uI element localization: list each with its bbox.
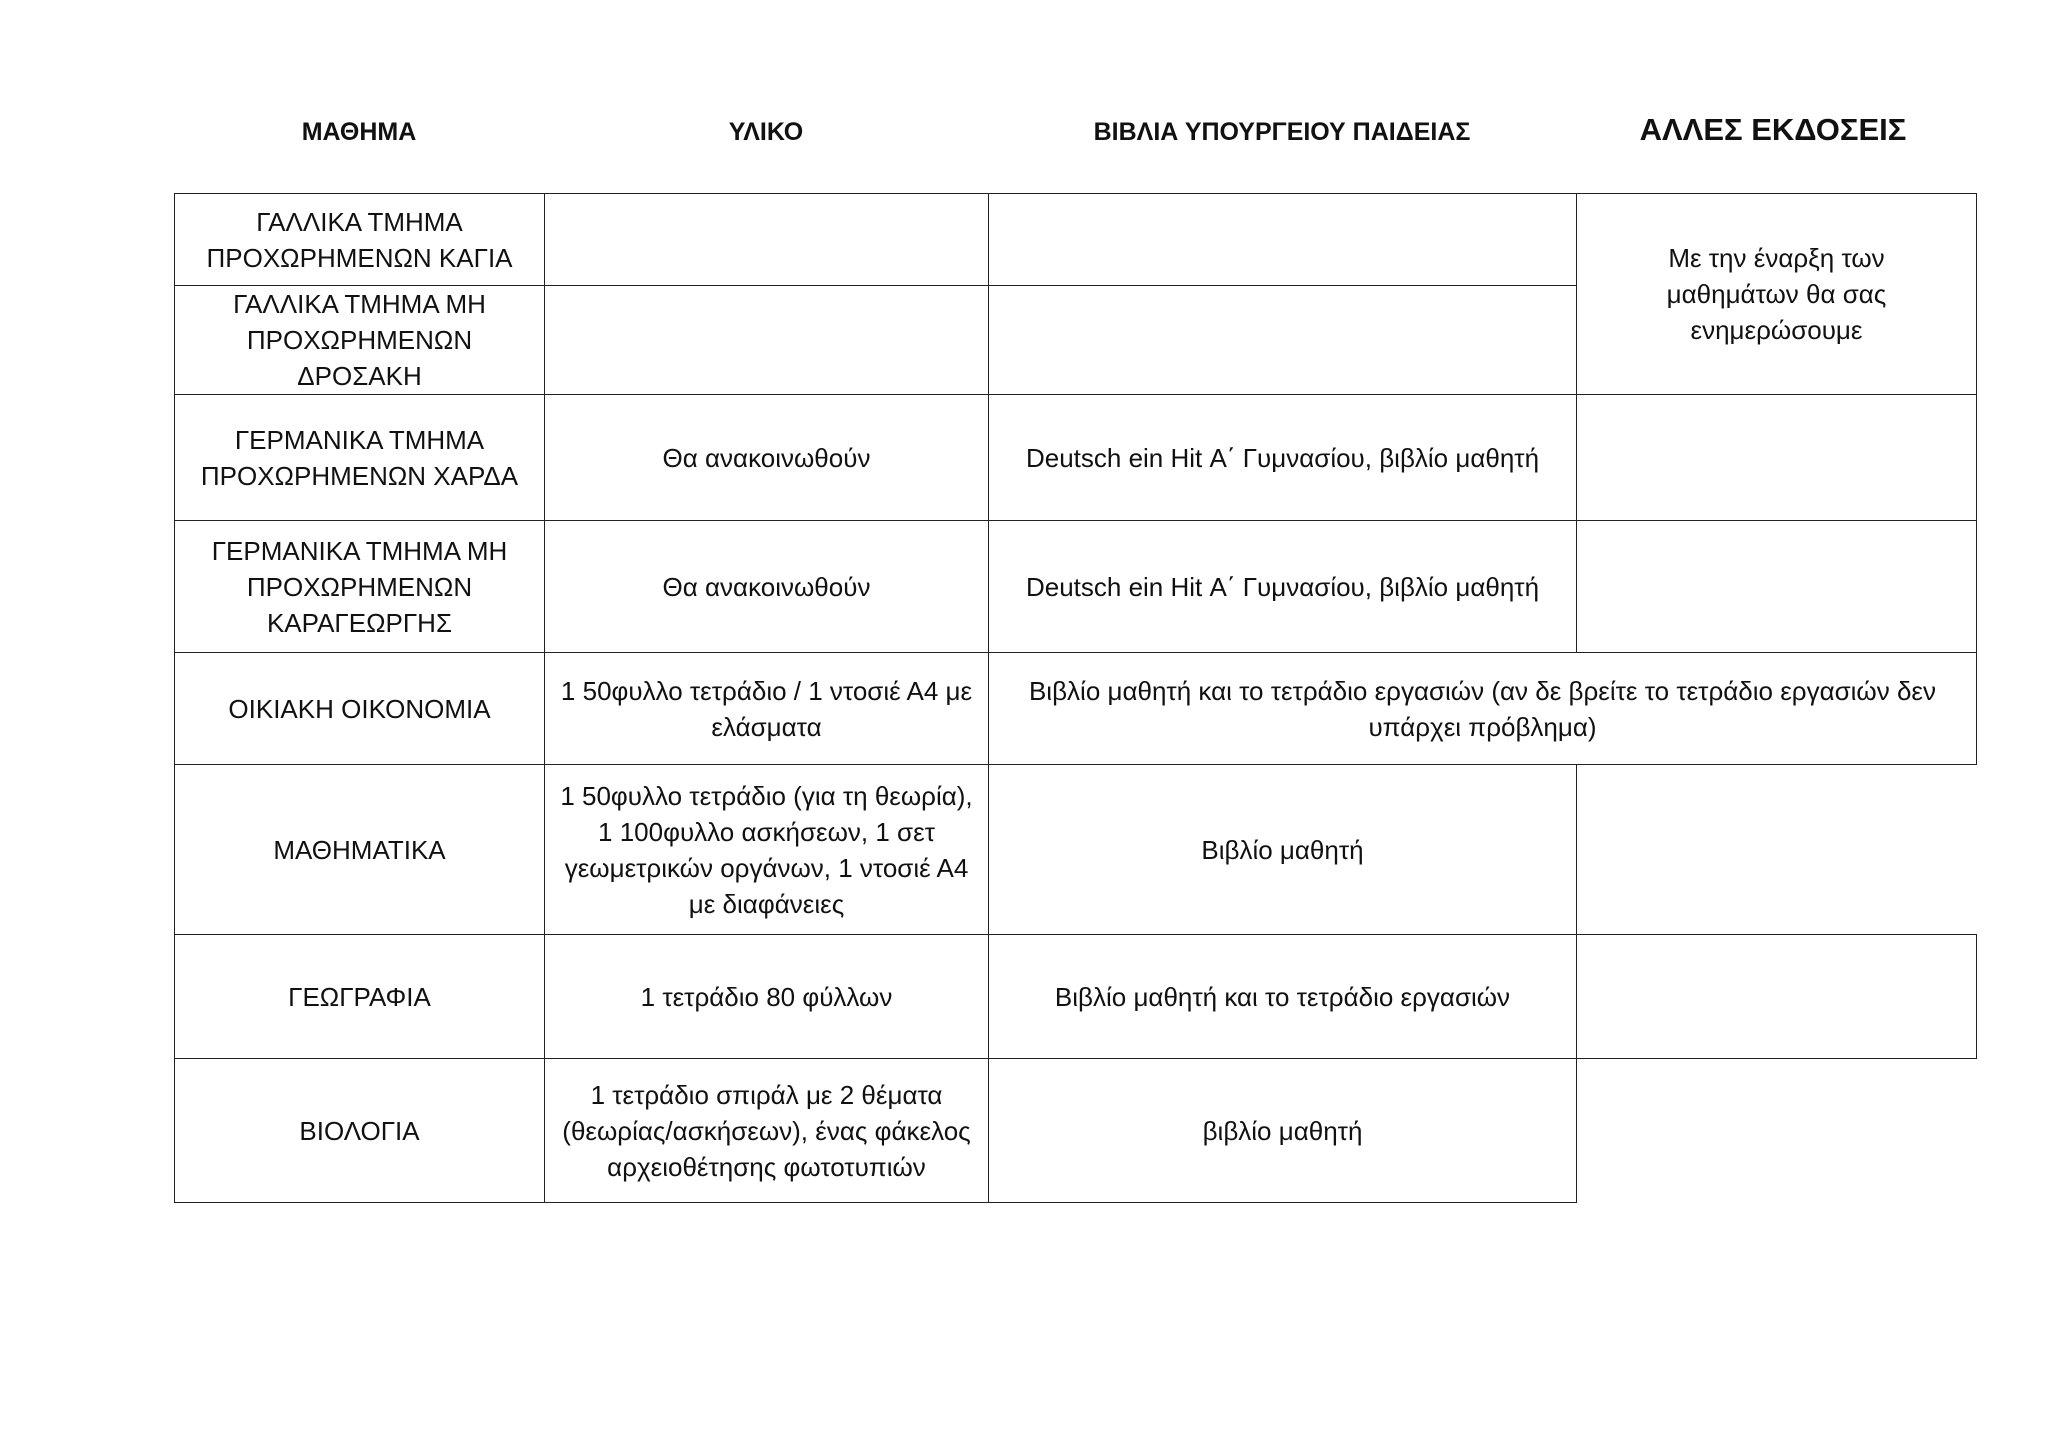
material-cell: 1 50φυλλο τετράδιο / 1 ντοσιέ Α4 με ελάσματα xyxy=(545,653,989,765)
subject-cell: ΓΑΛΛΙΚΑ ΤΜΗΜΑ ΠΡΟΧΩΡΗΜΕΝΩΝ ΚΑΓΙΑ xyxy=(175,194,545,286)
subject-cell: ΓΕΩΓΡΑΦΙΑ xyxy=(175,935,545,1059)
other-editions-cell: Με την έναρξη των μαθημάτων θα σας ενημερώσουμε xyxy=(1577,194,1977,395)
material-cell xyxy=(545,194,989,286)
other-editions-cell xyxy=(1577,765,1977,935)
subject-cell: ΓΕΡΜΑΝΙΚΑ ΤΜΗΜΑ ΠΡΟΧΩΡΗΜΕΝΩΝ ΧΑΡΔΑ xyxy=(175,395,545,521)
books-cell: Βιβλίο μαθητή και το τετράδιο εργασιών (αν δε βρείτε το τετράδιο εργασιών δεν υπάρχει πρόβλημα) xyxy=(989,653,1977,765)
books-cell: βιβλίο μαθητή xyxy=(989,1059,1577,1203)
material-cell: Θα ανακοινωθούν xyxy=(545,395,989,521)
other-editions-cell xyxy=(1577,521,1977,653)
books-cell xyxy=(989,194,1577,286)
book-list-table xyxy=(174,193,1977,1203)
empty-cell xyxy=(1577,1059,1977,1203)
table-row xyxy=(175,1059,1977,1203)
subject-cell: ΓΕΡΜΑΝΙΚΑ ΤΜΗΜΑ ΜΗ ΠΡΟΧΩΡΗΜΕΝΩΝ ΚΑΡΑΓΕΩΡΓΗΣ xyxy=(175,521,545,653)
books-cell: Deutsch ein Hit Α΄ Γυμνασίου, βιβλίο μαθητή xyxy=(989,521,1577,653)
subject-cell: ΒΙΟΛΟΓΙΑ xyxy=(175,1059,545,1203)
header-other-editions: ΑΛΛΕΣ ΕΚΔΟΣΕΙΣ xyxy=(1639,112,1907,147)
other-editions-cell xyxy=(1577,935,1977,1059)
material-cell: Θα ανακοινωθούν xyxy=(545,521,989,653)
header-ministry-books: ΒΙΒΛΙΑ ΥΠΟΥΡΓΕΙΟΥ ΠΑΙΔΕΙΑΣ xyxy=(1093,118,1471,146)
header-subject: ΜΑΘΗΜΑ xyxy=(301,118,417,146)
books-cell: Βιβλίο μαθητή και το τετράδιο εργασιών xyxy=(989,935,1577,1059)
material-cell xyxy=(545,286,989,395)
table-row xyxy=(175,765,1977,935)
other-editions-cell xyxy=(1577,395,1977,521)
subject-cell: ΜΑΘΗΜΑΤΙΚΑ xyxy=(175,765,545,935)
table-row xyxy=(175,395,1977,521)
books-cell xyxy=(989,286,1577,395)
material-cell: 1 τετράδιο 80 φύλλων xyxy=(545,935,989,1059)
header-material: ΥΛΙΚΟ xyxy=(728,118,804,146)
material-cell: 1 50φυλλο τετράδιο (για τη θεωρία), 1 100φυλλο ασκήσεων, 1 σετ γεωμετρικών οργάνων, 1 ντοσιέ Α4 με διαφάνειες xyxy=(545,765,989,935)
table-row xyxy=(175,935,1977,1059)
material-cell: 1 τετράδιο σπιράλ με 2 θέματα (θεωρίας/ασκήσεων), ένας φάκελος αρχειοθέτησης φωτοτυπιών xyxy=(545,1059,989,1203)
table-row xyxy=(175,194,1977,286)
table-row xyxy=(175,521,1977,653)
books-cell: Βιβλίο μαθητή xyxy=(989,765,1577,935)
table-row xyxy=(175,653,1977,765)
books-cell: Deutsch ein Hit Α΄ Γυμνασίου, βιβλίο μαθητή xyxy=(989,395,1577,521)
subject-cell: ΟΙΚΙΑΚΗ ΟΙΚΟΝΟΜΙΑ xyxy=(175,653,545,765)
subject-cell: ΓΑΛΛΙΚΑ ΤΜΗΜΑ ΜΗ ΠΡΟΧΩΡΗΜΕΝΩΝ ΔΡΟΣΑΚΗ xyxy=(175,286,545,395)
